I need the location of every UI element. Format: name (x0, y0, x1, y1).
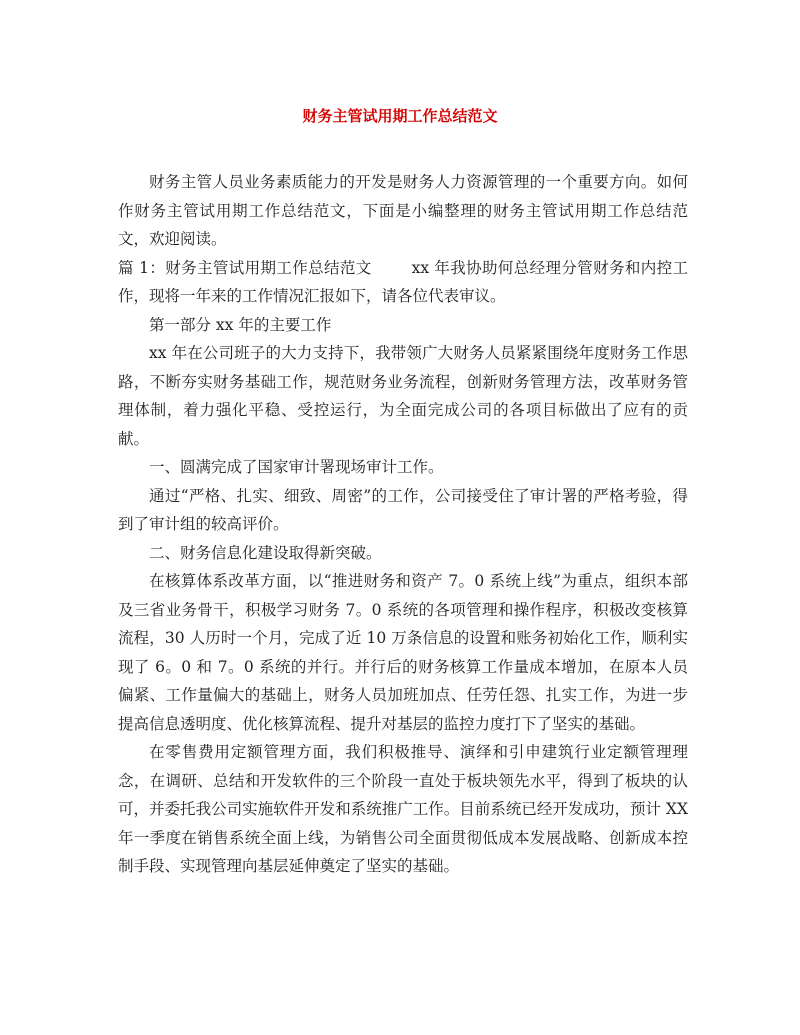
section-lead: xx 年我协助何总经理分管财务和内控工作，现将一年来的工作情况汇报如下，请各位代表审议。 (118, 258, 688, 305)
section-paragraph (118, 254, 688, 311)
item-two-heading: 二、财务信息化建设取得新突破。 (149, 543, 382, 562)
item-one-heading: 一、圆满完成了国家审计署现场审计工作。 (149, 458, 444, 476)
item-one-paragraph: 通过“严格、扎实、细致、周密”的工作，公司接受住了审计署的严格考验，得到了审计组的较高评价。 (118, 486, 688, 533)
part-one-paragraph: xx 年在公司班子的大力支持下，我带领广大财务人员紧紧围绕年度财务工作思路，不断夯实财务基础工作，规范财务业务流程，创新财务管理方法，改革财务管理体制，着力强化平稳、受控运行，为全面完成公司的各项目标做出了应有的贡献。 (118, 344, 688, 448)
item-two-paragraph-1: 在核算体系改革方面，以“推进财务和资产 7。0 系统上线”为重点，组织本部及三省业务骨干，积极学习财务 7。0 系统的各项管理和操作程序，积极改变核算流程，30 人历时一个月，完成了近 10 万条信息的设置和账务初始化工作，顺利实现了 6。0 和 7。0 系统的并行。并行后的财务核算工作量成本增加，在原本人员偏紧、工作量偏大的基础上，财务人员加班加点、任劳任怨、扎实工作，为进一步提高信息透明度、优化核算流程、提升对基层的监控力度打下了坚实的基础。 (118, 572, 688, 733)
part-one-heading: 第一部分 xx 年的主要工作 (149, 315, 332, 334)
document-body (118, 168, 688, 881)
document-title: 财务主管试用期工作总结范文 (302, 107, 498, 125)
item-two-paragraph-2: 在零售费用定额管理方面，我们积极推导、演绎和引申建筑行业定额管理理念，在调研、总结和开发软件的三个阶段一直处于板块领先水平，得到了板块的认可，并委托我公司实施软件开发和系统推广工作。目前系统已经开发成功，预计 XX 年一季度在销售系统全面上线，为销售公司全面贯彻低成本发展战略、创新成本控制手段、实现管理向基层延伸奠定了坚实的基础。 (118, 743, 688, 875)
intro-paragraph: 财务主管人员业务素质能力的开发是财务人力资源管理的一个重要方向。如何作财务主管试用期工作总结范文，下面是小编整理的财务主管试用期工作总结范文，欢迎阅读。 (118, 173, 688, 248)
section-heading: 篇 1：财务主管试用期工作总结范文 (118, 258, 372, 277)
